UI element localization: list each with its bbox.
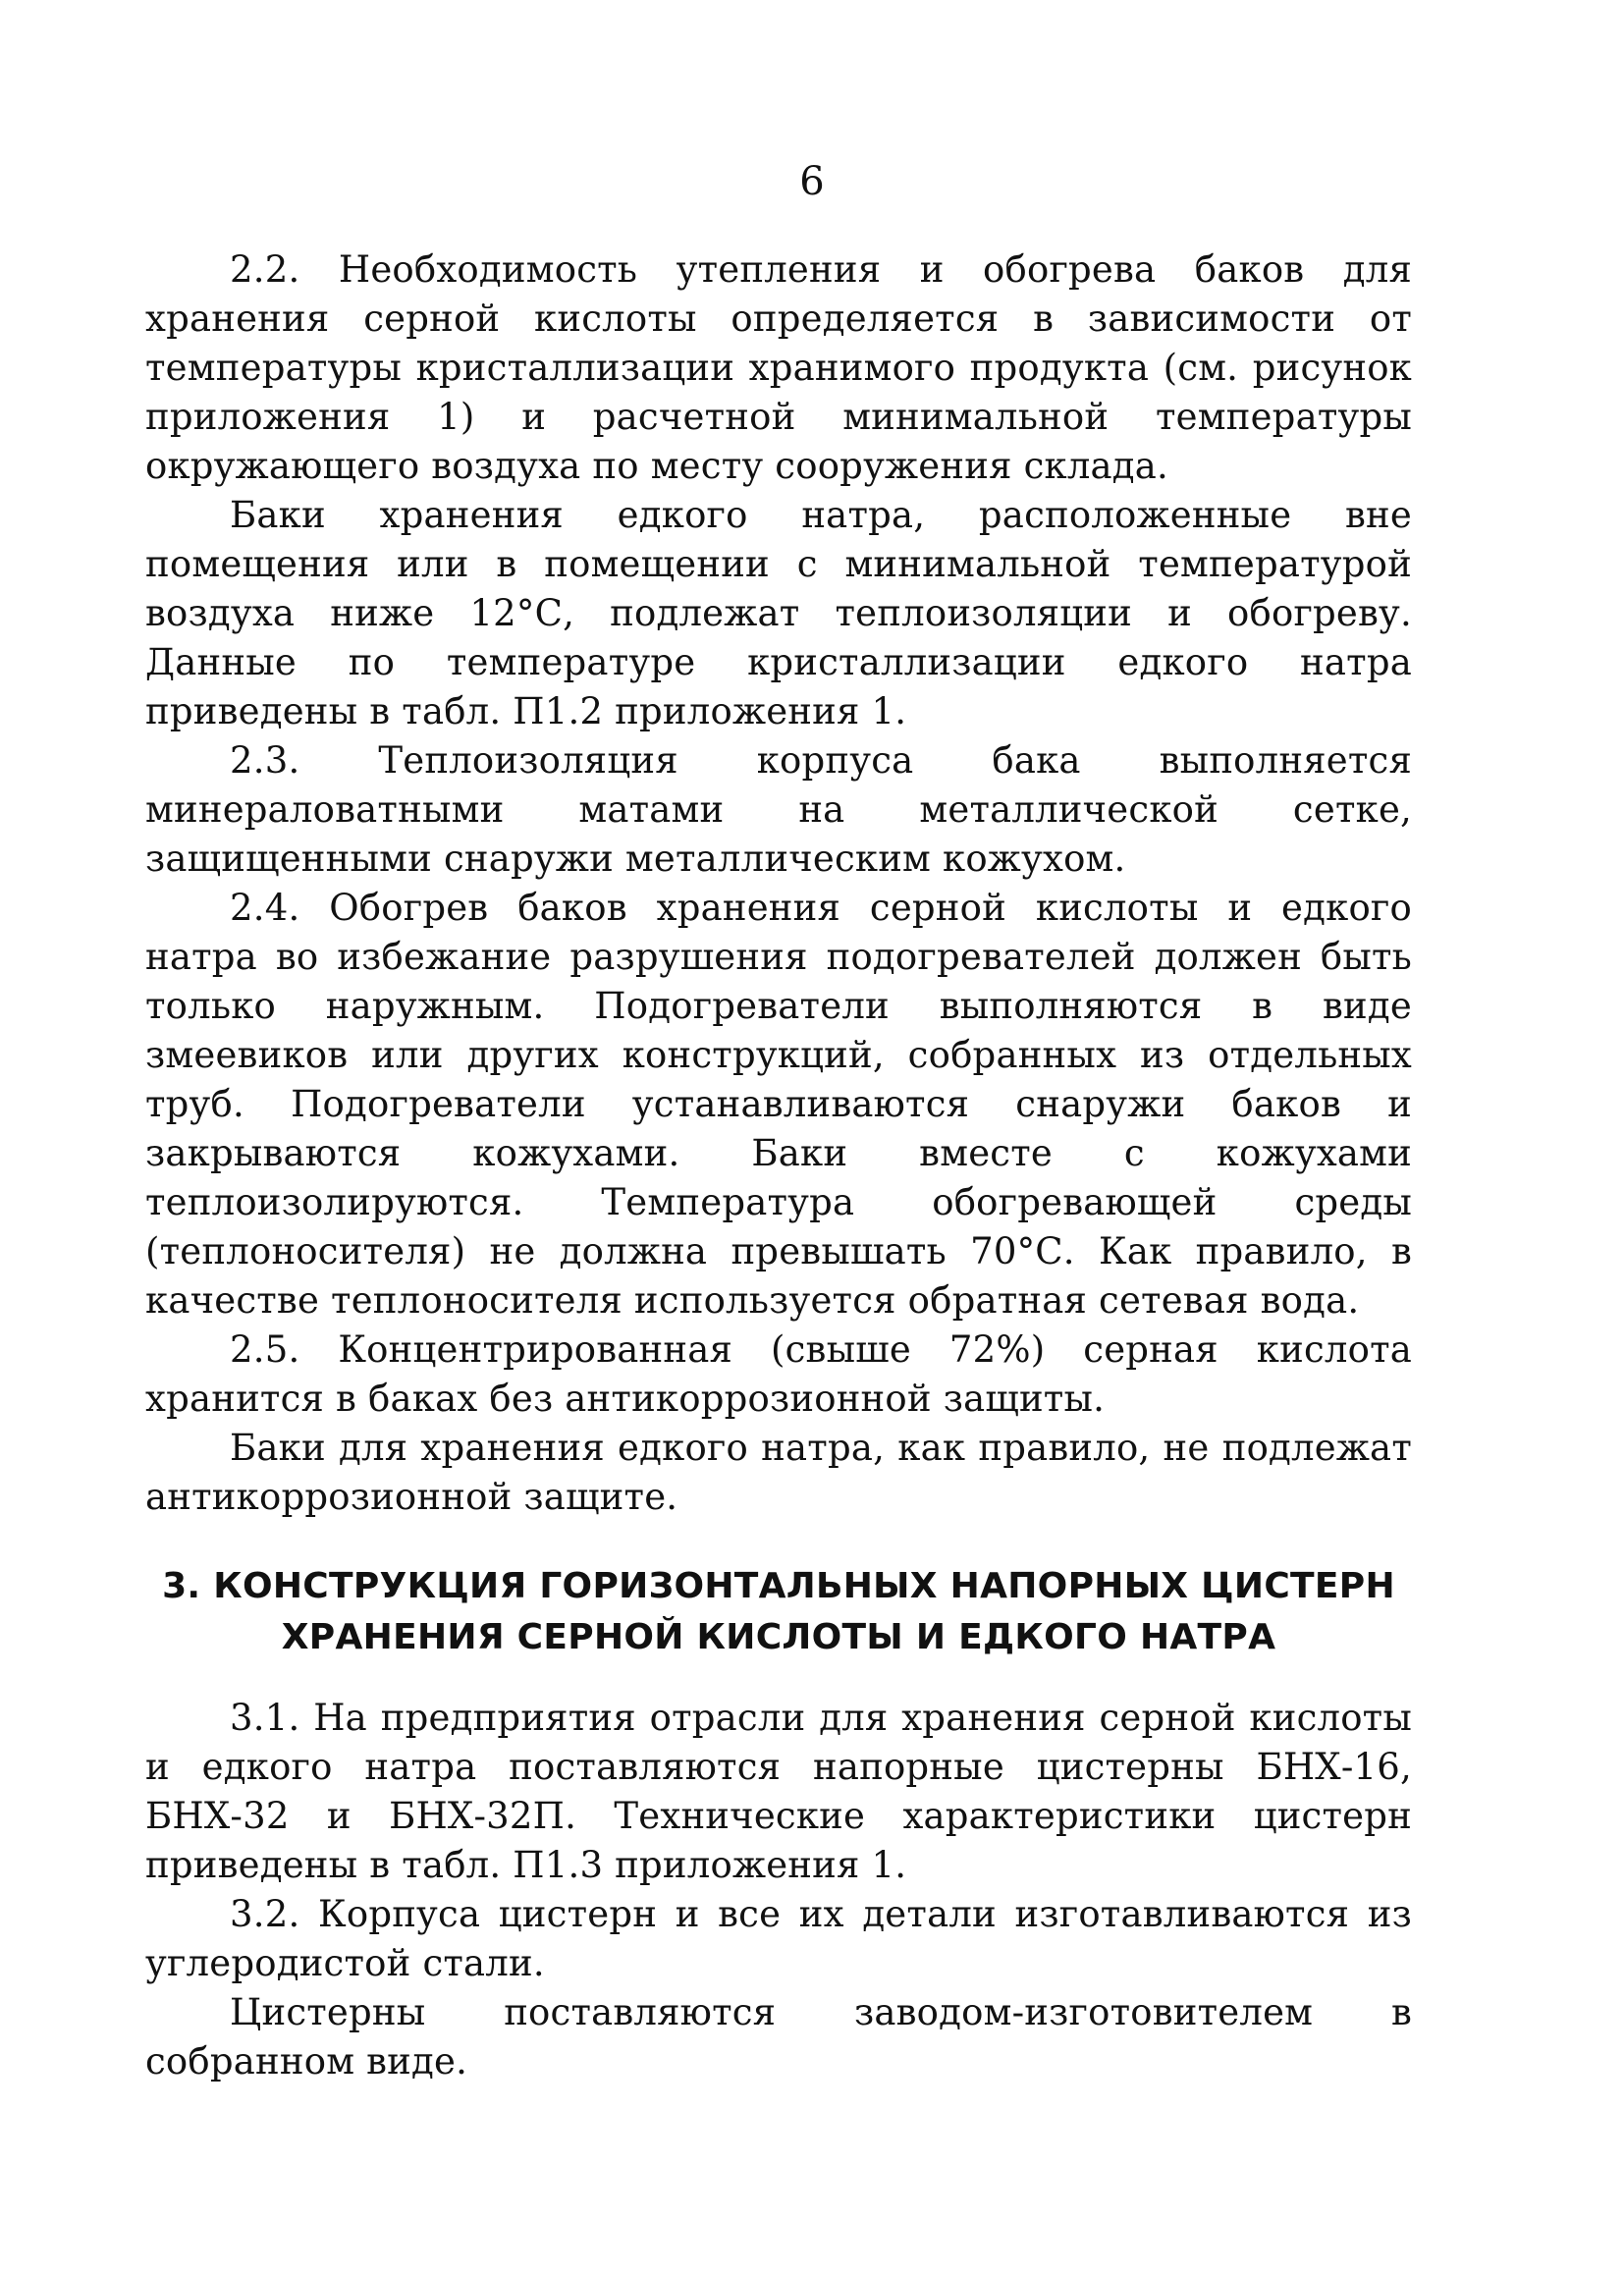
- paragraph-3-1: 3.1. На предприятия отрасли для хранения серной кислоты и едкого натра поставляются напорные цистерны БНХ-16, БНХ-32 и БНХ-32П. Технические характеристики цистерн приведены в табл. П1.3 приложения 1.: [145, 1697, 1412, 1886]
- page-number: 6: [799, 159, 825, 204]
- paragraph-2-5-cont: Баки для хранения едкого натра, как правило, не подлежат антикоррозионной защите.: [145, 1427, 1412, 1518]
- paragraph-2-2-cont: Баки хранения едкого натра, расположенные вне помещения или в помещении с минимальной температурой воздуха ниже 12°С, подлежат теплоизоляции и обогреву. Данные по температуре кристаллизации едкого натра приведены в табл. П1.2 приложения 1.: [145, 494, 1412, 732]
- paragraph-2-2: 2.2. Необходимость утепления и обогрева баков для хранения серной кислоты определяется в зависимости от температуры кристаллизации хранимого продукта (см. рисунок приложения 1) и расчетной минимальной температуры окружающего воздуха по месту сооружения склада.: [145, 248, 1412, 487]
- paragraph-2-4: 2.4. Обогрев баков хранения серной кислоты и едкого натра во избежание разрушения подогревателей должен быть только наружным. Подогреватели выполняются в виде змеевиков или других конструкций, собранных из отдельных труб. Подогреватели устанавливаются снаружи баков и закрываются кожухами. Баки вместе с кожухами теплоизолируются. Температура обогревающей среды (теплоносителя) не должна превышать 70°С. Как правило, в качестве теплоносителя используется обратная сетевая вода.: [145, 887, 1412, 1322]
- section-3-heading-line-1: 3. КОНСТРУКЦИЯ ГОРИЗОНТАЛЬНЫХ НАПОРНЫХ ЦИСТЕРН: [162, 1566, 1395, 1606]
- paragraph-3-2-cont: Цистерны поставляются заводом-изготовителем в собранном виде.: [145, 1991, 1412, 2083]
- section-2-body: [145, 245, 1412, 1522]
- paragraph-2-3: 2.3. Теплоизоляция корпуса бака выполняется минераловатными матами на металлической сетке, защищенными снаружи металлическим кожухом.: [145, 739, 1412, 880]
- section-3-body: [145, 1694, 1412, 2086]
- paragraph-3-2: 3.2. Корпуса цистерн и все их детали изготавливаются из углеродистой стали.: [145, 1893, 1412, 1984]
- paragraph-2-5: 2.5. Концентрированная (свыше 72%) серная кислота хранится в баках без антикоррозионной защиты.: [145, 1328, 1412, 1420]
- section-3-heading-line-2: ХРАНЕНИЯ СЕРНОЙ КИСЛОТЫ И ЕДКОГО НАТРА: [281, 1617, 1276, 1657]
- section-3-heading: [145, 1561, 1412, 1663]
